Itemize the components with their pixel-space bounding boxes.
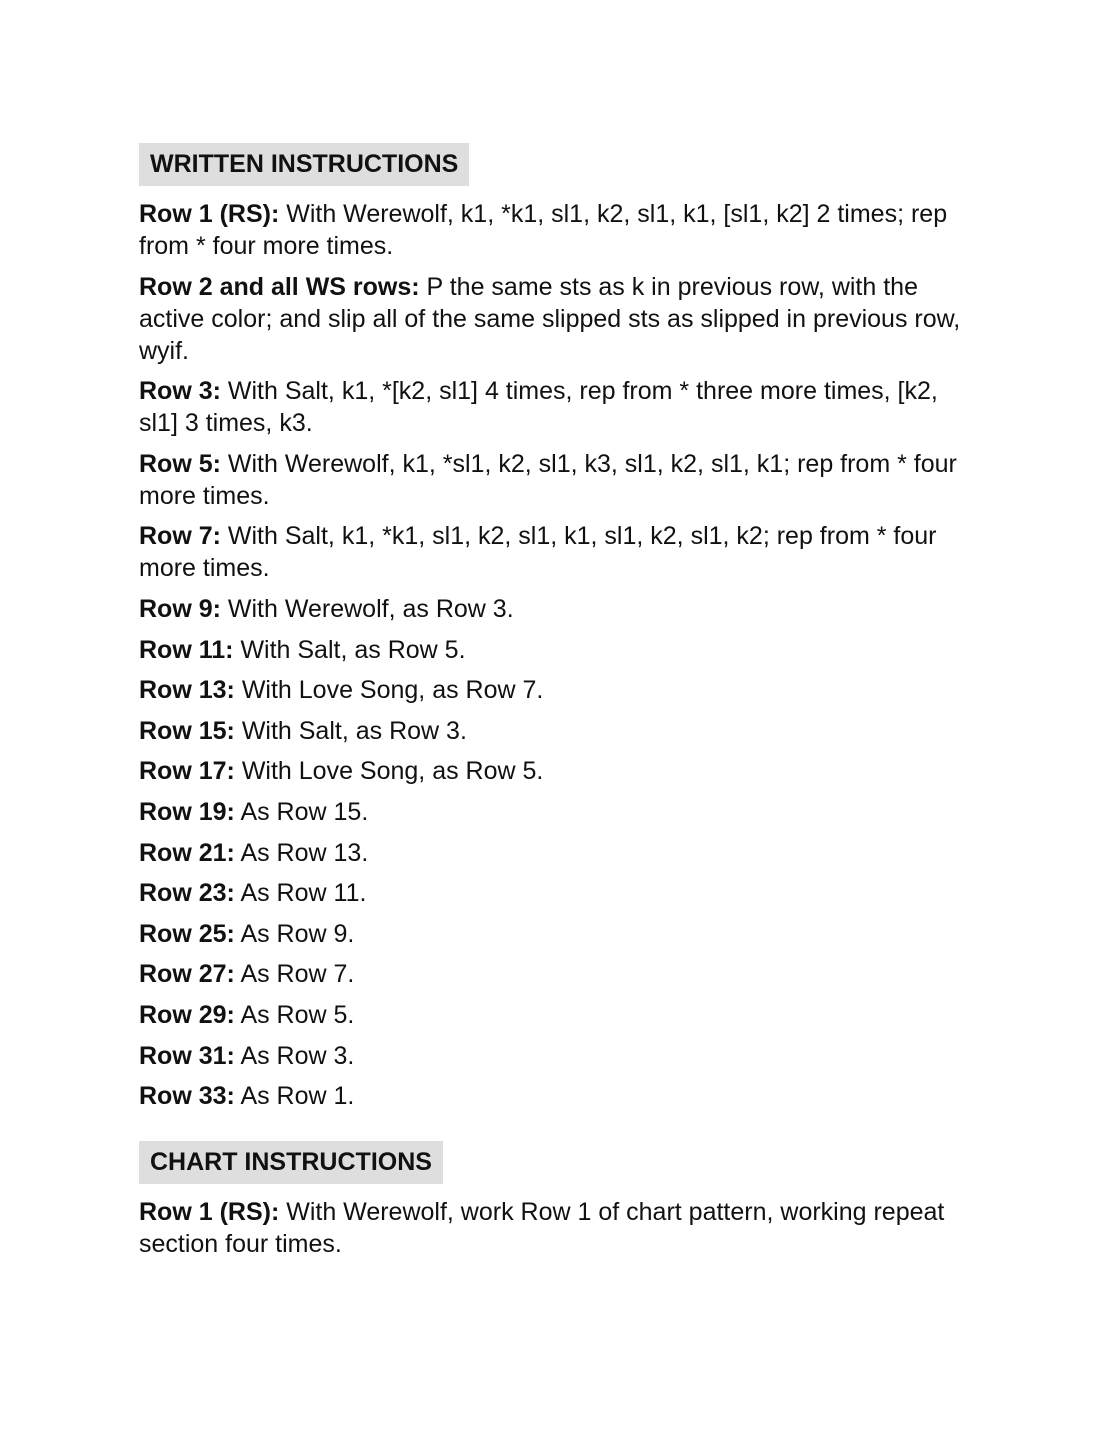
row-label: Row 3: — [139, 377, 221, 406]
chart-instructions-list — [139, 1196, 969, 1260]
instruction-row — [139, 198, 969, 262]
row-text: With Werewolf, k1, *k1, sl1, k2, sl1, k1, [sl1, k2] 2 times; rep from * four more times. — [139, 200, 948, 260]
instruction-row — [139, 837, 969, 869]
document-page — [139, 143, 969, 1268]
row-text: As Row 7. — [240, 960, 355, 989]
row-label: Row 15: — [139, 716, 235, 745]
written-instructions-list — [139, 198, 969, 1112]
row-label: Row 9: — [139, 594, 221, 623]
row-label: Row 11: — [139, 635, 234, 664]
row-text: With Salt, k1, *k1, sl1, k2, sl1, k1, sl1, k2, sl1, k2; rep from * four more times. — [139, 522, 937, 583]
row-label: Row 2 and all WS rows: — [139, 272, 420, 301]
row-text: As Row 3. — [240, 1041, 355, 1070]
row-text: As Row 5. — [240, 1000, 355, 1029]
instruction-row — [139, 271, 969, 367]
row-label: Row 23: — [139, 879, 235, 908]
instruction-row — [139, 674, 969, 706]
instruction-row — [139, 1196, 969, 1260]
instruction-row — [139, 999, 969, 1031]
instruction-row — [139, 877, 969, 909]
instruction-row — [139, 918, 969, 950]
row-text: With Salt, k1, *[k2, sl1] 4 times, rep from * three more times, [k2, sl1] 3 times, k3. — [139, 377, 938, 438]
row-text: As Row 1. — [240, 1082, 355, 1111]
instruction-row — [139, 1040, 969, 1072]
instruction-row — [139, 958, 969, 990]
instruction-row — [139, 448, 969, 512]
instruction-row — [139, 520, 969, 584]
instruction-row — [139, 634, 969, 666]
instruction-row — [139, 755, 969, 787]
row-label: Row 5: — [139, 449, 221, 478]
row-label: Row 1 (RS): — [139, 1197, 280, 1226]
row-label: Row 25: — [139, 919, 235, 948]
row-label: Row 33: — [139, 1082, 235, 1111]
row-label: Row 27: — [139, 960, 235, 989]
written-instructions-header: WRITTEN INSTRUCTIONS — [139, 143, 469, 186]
row-text: As Row 15. — [240, 797, 369, 826]
row-text: P the same sts as k in previous row, with the active color; and slip all of the same slipped sts as slipped in previous row, wyif. — [139, 272, 961, 365]
instruction-row — [139, 593, 969, 625]
row-label: Row 17: — [139, 757, 235, 786]
row-text: With Salt, as Row 3. — [241, 716, 467, 745]
instruction-row — [139, 796, 969, 828]
row-text: With Werewolf, k1, *sl1, k2, sl1, k3, sl1, k2, sl1, k1; rep from * four more times. — [139, 449, 957, 510]
instruction-row — [139, 715, 969, 747]
row-label: Row 29: — [139, 1000, 235, 1029]
row-text: With Love Song, as Row 7. — [241, 676, 544, 705]
row-text: With Salt, as Row 5. — [240, 635, 466, 664]
row-text: With Love Song, as Row 5. — [241, 757, 544, 786]
row-label: Row 31: — [139, 1041, 235, 1070]
row-label: Row 21: — [139, 838, 235, 867]
row-label: Row 13: — [139, 676, 235, 705]
row-text: As Row 9. — [240, 919, 355, 948]
row-text: As Row 13. — [240, 838, 369, 867]
chart-instructions-header: CHART INSTRUCTIONS — [139, 1141, 443, 1184]
instruction-row — [139, 1080, 969, 1112]
row-label: Row 19: — [139, 797, 235, 826]
instruction-row — [139, 375, 969, 439]
row-text: With Werewolf, as Row 3. — [227, 594, 514, 623]
row-label: Row 1 (RS): — [139, 200, 280, 228]
row-label: Row 7: — [139, 522, 221, 551]
row-text: As Row 11. — [240, 879, 367, 908]
row-text: With Werewolf, work Row 1 of chart pattern, working repeat section four times. — [139, 1197, 945, 1258]
